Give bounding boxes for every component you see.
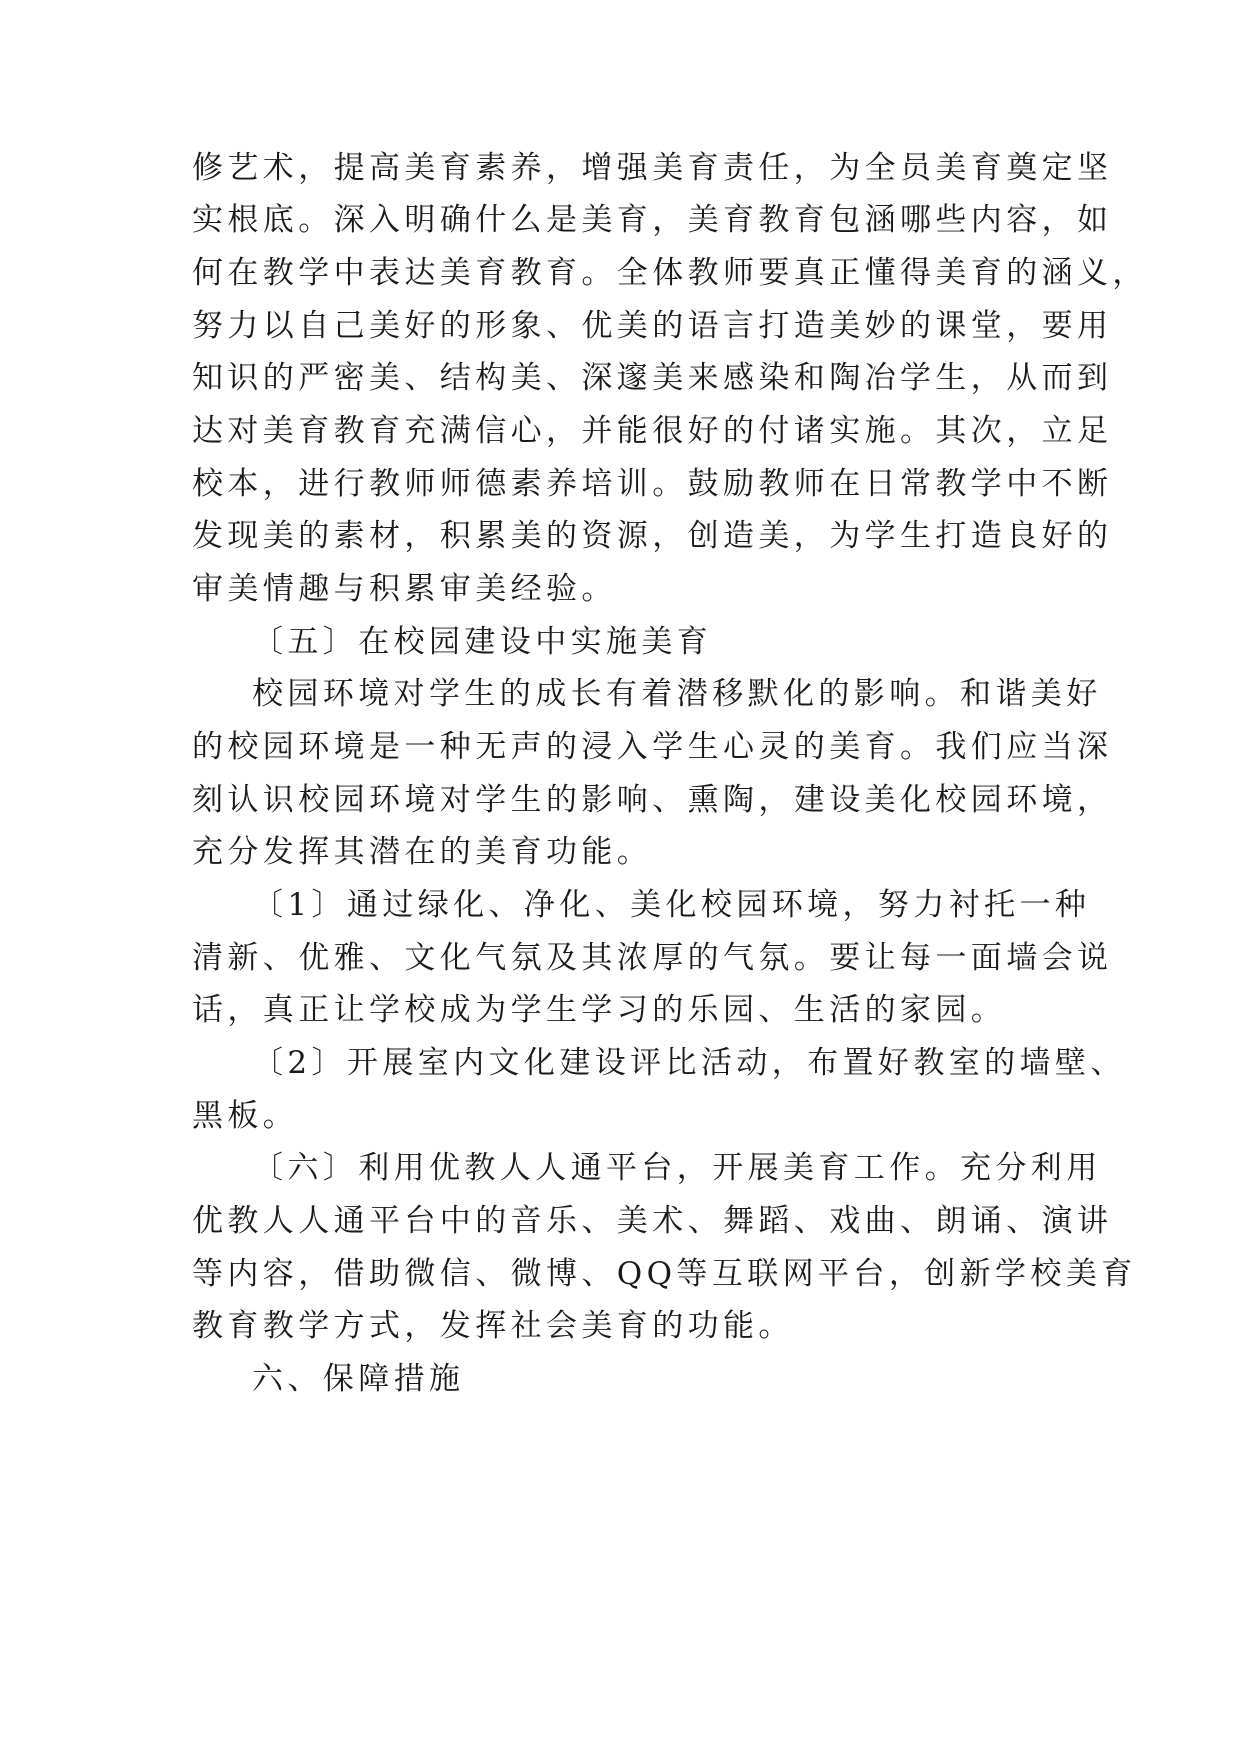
body-text-line: 发现美的素材，积累美的资源，创造美，为学生打造良好的 — [192, 518, 1113, 554]
list-item-first-line: 〔1〕通过绿化、净化、美化校园环境，努力衬托一种 — [252, 887, 1091, 923]
body-text-line: 实根底。深入明确什么是美育，美育教育包涵哪些内容，如 — [192, 202, 1113, 238]
body-text-line: 达对美育教育充满信心，并能很好的付诸实施。其次，立足 — [192, 413, 1113, 449]
body-text-line: 的校园环境是一种无声的浸入学生心灵的美育。我们应当深 — [192, 729, 1113, 765]
paragraph-first-line: 校园环境对学生的成长有着潜移默化的影响。和谐美好 — [252, 676, 1102, 712]
list-item-first-line: 〔2〕开展室内文化建设评比活动，布置好教室的墙壁、 — [252, 1045, 1126, 1081]
body-text-line: 清新、优雅、文化气氛及其浓厚的气氛。要让每一面墙会说 — [192, 940, 1113, 976]
body-text-line: 知识的严密美、结构美、深邃美来感染和陶冶学生，从而到 — [192, 360, 1113, 396]
body-text-line: 何在教学中表达美育教育。全体教师要真正懂得美育的涵义， — [192, 255, 1148, 291]
body-text-line: 黑板。 — [192, 1098, 299, 1134]
section-heading: 〔六〕利用优教人人通平台，开展美育工作。充分利用 — [252, 1150, 1102, 1186]
body-text-line: 等内容，借助微信、微博、QQ等互联网平台，创新学校美育 — [192, 1256, 1137, 1292]
section-heading: 〔五〕在校园建设中实施美育 — [252, 624, 713, 660]
body-text-line: 修艺术，提高美育素养，增强美育责任，为全员美育奠定坚 — [192, 150, 1113, 186]
body-text-line: 校本，进行教师师德素养培训。鼓励教师在日常教学中不断 — [192, 466, 1113, 502]
body-text-line: 教育教学方式，发挥社会美育的功能。 — [192, 1308, 794, 1344]
body-text-line: 话，真正让学校成为学生学习的乐园、生活的家园。 — [192, 992, 1007, 1028]
body-text-line: 优教人人通平台中的音乐、美术、舞蹈、戏曲、朗诵、演讲 — [192, 1203, 1113, 1239]
body-text-line: 审美情趣与积累审美经验。 — [192, 571, 617, 607]
body-text-line: 努力以自己美好的形象、优美的语言打造美妙的课堂，要用 — [192, 308, 1113, 344]
body-text-line: 充分发挥其潜在的美育功能。 — [192, 834, 653, 870]
body-text-line: 刻认识校园环境对学生的影响、熏陶，建设美化校园环境， — [192, 782, 1113, 818]
chapter-heading: 六、保障措施 — [252, 1361, 465, 1397]
